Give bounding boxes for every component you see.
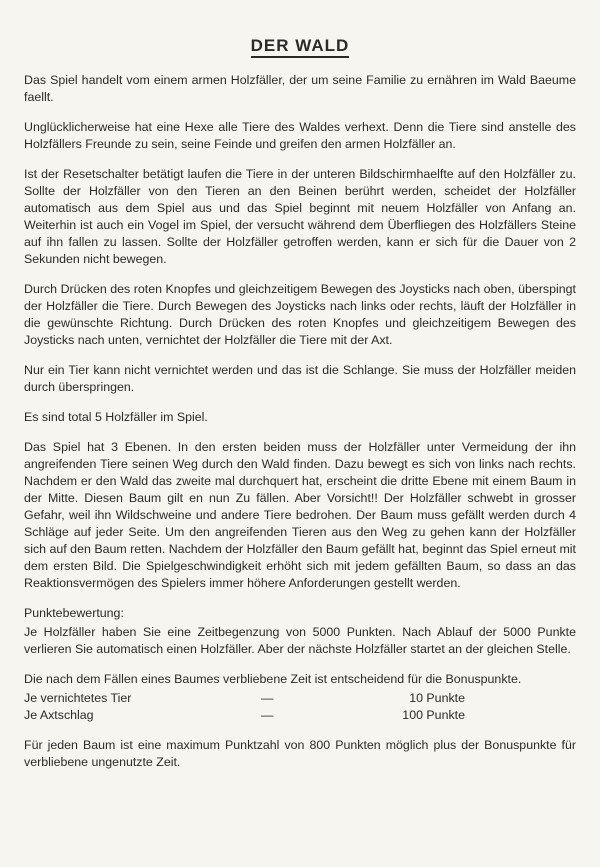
manual-text <box>24 72 576 784</box>
score-row <box>24 707 576 724</box>
paragraph-intro: Das Spiel handelt vom einem armen Holzfäller, der um seine Familie zu ernähren im Wald Baeume faellt. <box>24 73 576 104</box>
scoring-time-limit: Je Holzfäller haben Sie eine Zeitbegenzung von 5000 Punkten. Nach Ablauf der 5000 Punkte verlieren Sie automatisch einen Holzfäller. Aber der nächste Holzfäller startet an der gleichen Stelle. <box>24 625 576 656</box>
page-title-text: DER WALD <box>251 36 350 58</box>
paragraph-controls: Durch Drücken des roten Knopfes und gleichzeitigem Bewegen des Joysticks nach oben, überspingt der Holzfäller die Tiere. Durch Bewegen des Joysticks nach links oder rechts, läuft der Holzfäller in die gewünschte Richtung. Durch Drücken des roten Knopfes und gleichzeitigem Bewegen des Joysticks nach unten, vernichtet der Holzfäller die Tiere mit der Axt. <box>24 282 576 347</box>
scoring-max-note: Für jeden Baum ist eine maximum Punktzahl von 800 Punkten möglich plus der Bonuspunkte für verbliebene ungenutzte Zeit. <box>24 738 576 769</box>
paragraph-levels: Das Spiel hat 3 Ebenen. In den ersten beiden muss der Holzfäller unter Vermeidung der ihn angreifenden Tiere seinen Weg durch den Wald finden. Dazu bewegt es sich von links nach rechts. Nachdem er den Wald das zweite mal durchquert hat, erscheint die dritte Ebene mit einem Baum in der Mitte. Diesen Baum gilt en nun Zu fällen. Aber Vorsicht!! Der Holzfäller schwebt in grosser Gefahr, weil ihn Wildschweine und andere Tiere bedrohen. Der Baum muss gefällt werden durch 4 Schläge auf jeder Seite. Um den angreifenden Tieren aus den Weg zu gehen kann der Holzfäller sich auf den Baum retten. Nachdem der Holzfäller den Baum gefällt hat, beginnt das Spiel erneut mit dem ersten Bild. Die Spielgeschwindigkeit erhöht sich mit jedem gefällten Baum, so dass an das Reaktionsvermögen des Spielers immer höhere Anforderungen gestellt werden. <box>24 440 576 590</box>
paragraph-lives: Es sind total 5 Holzfäller im Spiel. <box>24 410 208 424</box>
page-title <box>0 36 600 56</box>
scoring-bonus-intro: Die nach dem Fällen eines Baumes verbliebene Zeit ist entscheidend für die Bonuspunkte. <box>24 672 522 686</box>
score-row-dash: — <box>261 708 274 722</box>
paragraph-reset: Ist der Resetschalter betätigt laufen die Tiere in der unteren Bildschirmhaelfte auf den Holzfäller zu. Sollte der Holzfäller von den Tieren an den Beinen berührt werden, scheidet der Holzfäller automatisch aus dem Spiel aus und das Spiel beginnt mit neuem Holzfäller von Anfang an. Weiterhin ist auch ein Vogel im Spiel, der versucht während dem Überfliegen des Holzfällers Steine auf ihn fallen zu lassen. Sollte der Holzfäller getroffen werden, kann er sich für die Dauer von 2 Sekunden nicht bewegen. <box>24 167 576 266</box>
paragraph-witch: Unglücklicherweise hat eine Hexe alle Tiere des Waldes verhext. Denn die Tiere sind anstelle des Holzfällers Freunde zu sein, seine Feinde und greifen den armen Holzfäller an. <box>24 120 576 151</box>
score-row-points: 10 Punkte <box>409 691 465 705</box>
score-row-points: 100 Punkte <box>402 708 465 722</box>
paragraph-snake: Nur ein Tier kann nicht vernichtet werden und das ist die Schlange. Sie muss der Holzfäller meiden durch überspringen. <box>24 363 576 394</box>
scoring-heading: Punktebewertung: <box>24 606 124 620</box>
score-row-label: Je Axtschlag <box>24 708 94 722</box>
score-row-dash: — <box>261 691 274 705</box>
score-row-label: Je vernichtetes Tier <box>24 691 132 705</box>
score-row <box>24 690 576 707</box>
